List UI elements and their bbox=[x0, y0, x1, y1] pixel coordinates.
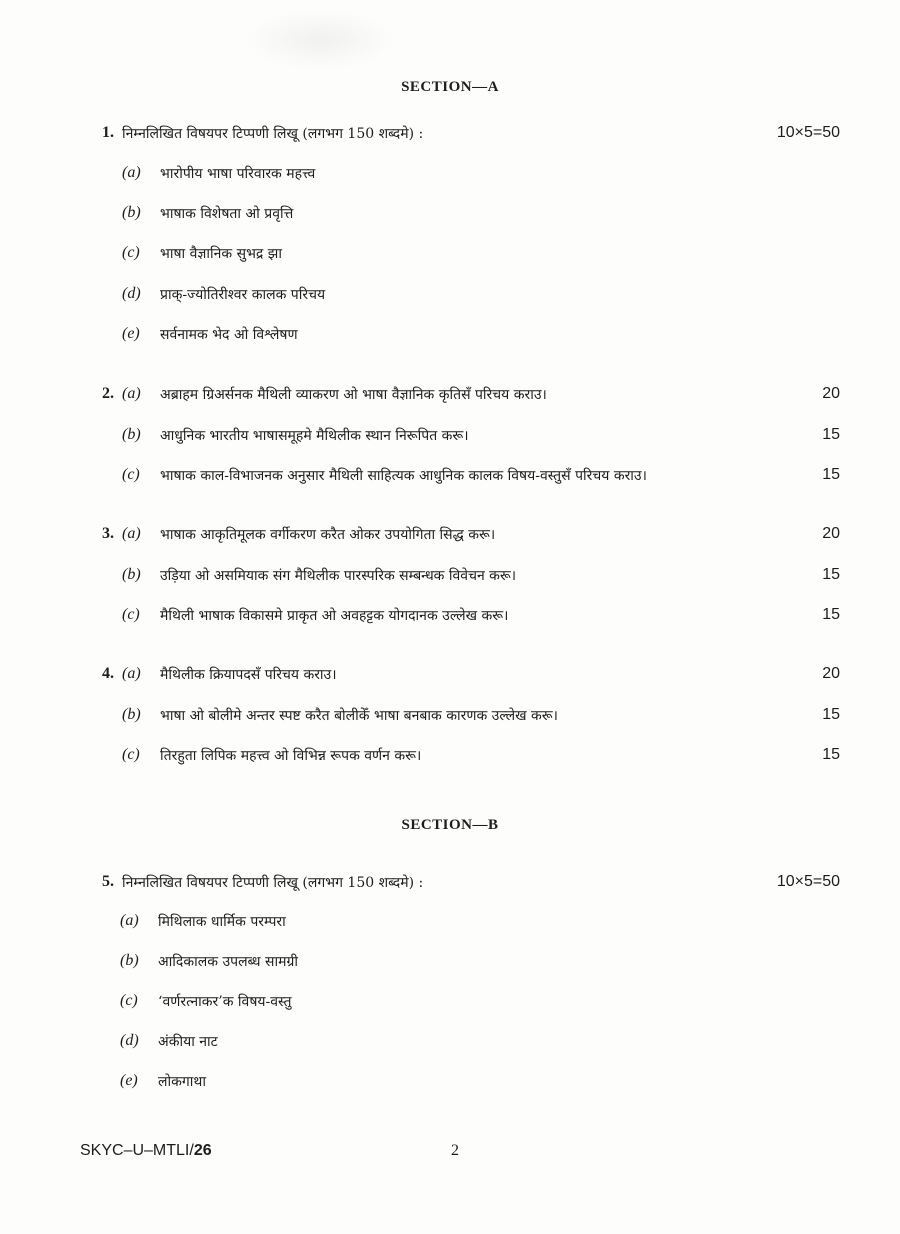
sub-marks: 15 bbox=[822, 426, 840, 443]
section-a-title: SECTION—A bbox=[401, 79, 499, 95]
sub-question-4c bbox=[0, 746, 900, 772]
sub-letter: (a) bbox=[122, 385, 141, 402]
sub-question-1c bbox=[0, 244, 900, 270]
sub-text: आधुनिक भारतीय भाषासमूहमे मैथिलीक स्थान निरूपित करू। bbox=[160, 428, 469, 444]
sub-letter: (d) bbox=[122, 285, 141, 302]
sub-text: सर्वनामक भेद ओ विश्लेषण bbox=[160, 327, 298, 343]
sub-question-5a bbox=[0, 912, 900, 938]
question-5 bbox=[0, 873, 900, 899]
sub-text: उड़िया ओ असमियाक संग मैथिलीक पारस्परिक सम्बन्धक विवेचन करू। bbox=[160, 568, 517, 584]
question-number: 4. bbox=[102, 665, 114, 682]
sub-text: मैथिलीक क्रियापदसँ परिचय कराउ। bbox=[160, 667, 337, 683]
sub-letter: (b) bbox=[120, 952, 139, 969]
faded-mark bbox=[245, 10, 395, 70]
sub-marks: 20 bbox=[822, 525, 840, 542]
paper-code-prefix: SKYC–U–MTLI/ bbox=[80, 1142, 194, 1159]
sub-text: मिथिलाक धार्मिक परम्परा bbox=[158, 914, 286, 930]
sub-letter: (c) bbox=[122, 746, 140, 763]
sub-question-1b bbox=[0, 204, 900, 230]
sub-text: तिरहुता लिपिक महत्त्व ओ विभिन्न रूपक वर्णन करू। bbox=[160, 748, 422, 764]
sub-marks: 15 bbox=[822, 466, 840, 483]
sub-letter: (c) bbox=[120, 992, 138, 1009]
sub-question-5b bbox=[0, 952, 900, 978]
sub-letter: (c) bbox=[122, 244, 140, 261]
sub-letter: (e) bbox=[120, 1072, 138, 1089]
sub-text: भाषाक विशेषता ओ प्रवृत्ति bbox=[160, 206, 294, 222]
sub-letter: (b) bbox=[122, 426, 141, 443]
sub-letter: (c) bbox=[122, 466, 140, 483]
sub-letter: (b) bbox=[122, 204, 141, 221]
sub-question-5d bbox=[0, 1032, 900, 1058]
sub-question-4b bbox=[0, 706, 900, 732]
sub-question-1d bbox=[0, 285, 900, 311]
sub-text: भाषाक काल-विभाजनक अनुसार मैथिली साहित्यक आधुनिक कालक विषय-वस्तुसँ परिचय कराउ। bbox=[160, 468, 647, 484]
question-text: निम्नलिखित विषयपर टिप्पणी लिखू (लगभग 150 शब्दमे) : bbox=[122, 126, 424, 142]
sub-text: भारोपीय भाषा परिवारक महत्त्व bbox=[160, 166, 316, 182]
question-2 bbox=[0, 385, 900, 411]
sub-letter: (a) bbox=[122, 665, 141, 682]
sub-question-1a bbox=[0, 164, 900, 190]
sub-letter: (a) bbox=[120, 912, 139, 929]
sub-text: भाषा ओ बोलीमे अन्तर स्पष्ट करैत बोलीकेँ भाषा बनबाक कारणक उल्लेख करू। bbox=[160, 708, 558, 724]
sub-marks: 15 bbox=[822, 746, 840, 763]
sub-letter: (e) bbox=[122, 325, 140, 342]
question-4 bbox=[0, 665, 900, 691]
question-number: 2. bbox=[102, 385, 114, 402]
sub-marks: 15 bbox=[822, 606, 840, 623]
sub-letter: (a) bbox=[122, 525, 141, 542]
sub-letter: (a) bbox=[122, 164, 141, 181]
sub-text: प्राक्-ज्योतिरीश्वर कालक परिचय bbox=[160, 287, 326, 303]
question-number: 5. bbox=[102, 873, 114, 890]
sub-text: ‘वर्णरत्नाकर’क विषय-वस्तु bbox=[158, 994, 292, 1010]
question-marks: 10×5=50 bbox=[776, 124, 840, 141]
section-b-title: SECTION—B bbox=[401, 817, 499, 833]
sub-text: मैथिली भाषाक विकासमे प्राकृत ओ अवहट्टक योगदानक उल्लेख करू। bbox=[160, 608, 509, 624]
question-marks: 10×5=50 bbox=[776, 873, 840, 890]
sub-question-3c bbox=[0, 606, 900, 632]
sub-marks: 20 bbox=[822, 665, 840, 682]
sub-letter: (b) bbox=[122, 566, 141, 583]
question-number: 3. bbox=[102, 525, 114, 542]
sub-question-1e bbox=[0, 325, 900, 351]
sub-question-3b bbox=[0, 566, 900, 592]
sub-letter: (d) bbox=[120, 1032, 139, 1049]
sub-text: लोकगाथा bbox=[158, 1074, 206, 1090]
sub-letter: (b) bbox=[122, 706, 141, 723]
sub-text: भाषाक आकृतिमूलक वर्गीकरण करैत ओकर उपयोगिता सिद्ध करू। bbox=[160, 527, 496, 543]
paper-code-suffix: 26 bbox=[193, 1142, 212, 1159]
sub-question-2b bbox=[0, 426, 900, 452]
sub-question-5e bbox=[0, 1072, 900, 1098]
paper-code bbox=[80, 1142, 212, 1160]
sub-text: अंकीया नाट bbox=[158, 1034, 218, 1050]
page-number: 2 bbox=[451, 1142, 459, 1159]
sub-text: भाषा वैज्ञानिक सुभद्र झा bbox=[160, 246, 283, 262]
sub-question-2c bbox=[0, 466, 900, 492]
question-1 bbox=[0, 124, 900, 150]
sub-marks: 15 bbox=[822, 706, 840, 723]
sub-question-5c bbox=[0, 992, 900, 1018]
sub-text: आदिकालक उपलब्ध सामग्री bbox=[158, 954, 298, 970]
sub-letter: (c) bbox=[122, 606, 140, 623]
sub-marks: 15 bbox=[822, 566, 840, 583]
sub-text: अब्राहम ग्रिअर्सनक मैथिली व्याकरण ओ भाषा वैज्ञानिक कृतिसँ परिचय कराउ। bbox=[160, 387, 547, 403]
question-number: 1. bbox=[102, 124, 114, 141]
sub-marks: 20 bbox=[822, 385, 840, 402]
question-text: निम्नलिखित विषयपर टिप्पणी लिखू (लगभग 150 शब्दमे) : bbox=[122, 875, 424, 891]
question-3 bbox=[0, 525, 900, 551]
